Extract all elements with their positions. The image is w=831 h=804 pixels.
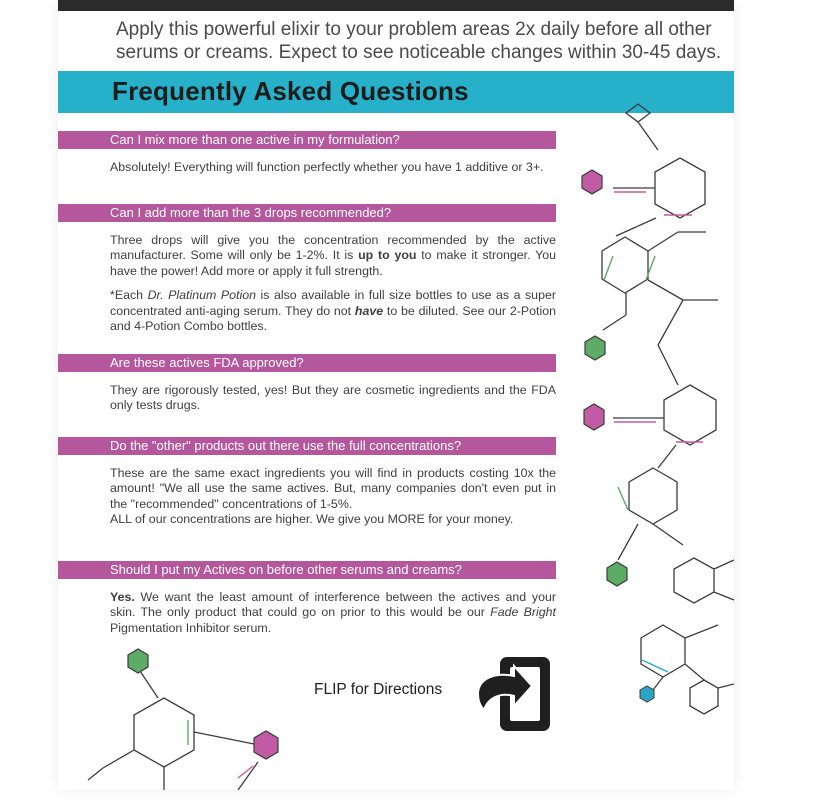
faq-note-part-c: is also available in full size bottles to use as a super concentrated anti-aging serum. They do not: [110, 288, 556, 318]
faq-question-5: Should I put my Actives on before other serums and creams?: [58, 561, 556, 579]
flip-label: FLIP for Directions: [314, 681, 443, 698]
faq-answer-3: [110, 383, 556, 414]
faq-answer-2-part-c: to make it stronger. You have the power! Add more or apply it full strength.: [110, 248, 556, 278]
faq-question-4: Do the "other" products out there use the full concentrations?: [58, 437, 556, 455]
faq-note-part-a: *Each: [110, 288, 148, 303]
faq-answer-5-part-b: We want the least amount of interference between the actives and your skin. The only product that could go on prior to this would be our: [110, 590, 556, 620]
faq-answer-1-text: Absolutely! Everything will function perfectly whether you have 1 additive or 3+.: [110, 160, 544, 174]
faq-answer-5-product: Fade Bright: [490, 605, 556, 620]
faq-answer-4: [110, 466, 556, 528]
flip-arrow-icon: [474, 654, 554, 734]
faq-answer-2-part-a: Three drops will give you the concentration recommended by the active manufacturer. Some will only be 1-2%. It is: [110, 233, 556, 263]
faq-answer-4-text: These are the same exact ingredients you will find in products costing 10x the amount! "We all use the same actives. But, many companies don't even put in the "recommended" concentrations of 1-5%.: [110, 466, 556, 511]
faq-answer-5-part-d: Pigmentation Inhibitor serum.: [110, 620, 272, 635]
faq-answer-5-emphasis: Yes.: [110, 590, 135, 604]
faq-question-1: Can I mix more than one active in my formulation?: [58, 131, 556, 149]
faq-answer-5: [110, 590, 556, 636]
faq-answer-3-text: They are rigorously tested, yes! But they are cosmetic ingredients and the FDA only tests drugs.: [110, 383, 556, 413]
faq-note-part-e: to be diluted. See our 2-Potion and 4-Potion Combo bottles.: [110, 303, 556, 334]
faq-title: Frequently Asked Questions: [112, 76, 469, 106]
faq-answer-1: [110, 160, 556, 175]
faq-note-product: Dr. Platinum Potion: [147, 288, 256, 303]
faq-question-2: Can I add more than the 3 drops recommended?: [58, 204, 556, 222]
faq-answer-2-emphasis: up to you: [358, 248, 417, 263]
faq-answer-2: [110, 233, 556, 334]
intro-text: Apply this powerful elixir to your problem areas 2x daily before all other serums or creams. Expect to see noticeable changes within 30-45 days.: [116, 19, 722, 63]
faq-answer-4-text-2: ALL of our concentrations are higher. We give you MORE for your money.: [110, 512, 514, 527]
faq-page: [58, 0, 734, 790]
faq-note-emphasis: have: [354, 303, 384, 318]
faq-question-3: Are these actives FDA approved?: [58, 354, 556, 372]
